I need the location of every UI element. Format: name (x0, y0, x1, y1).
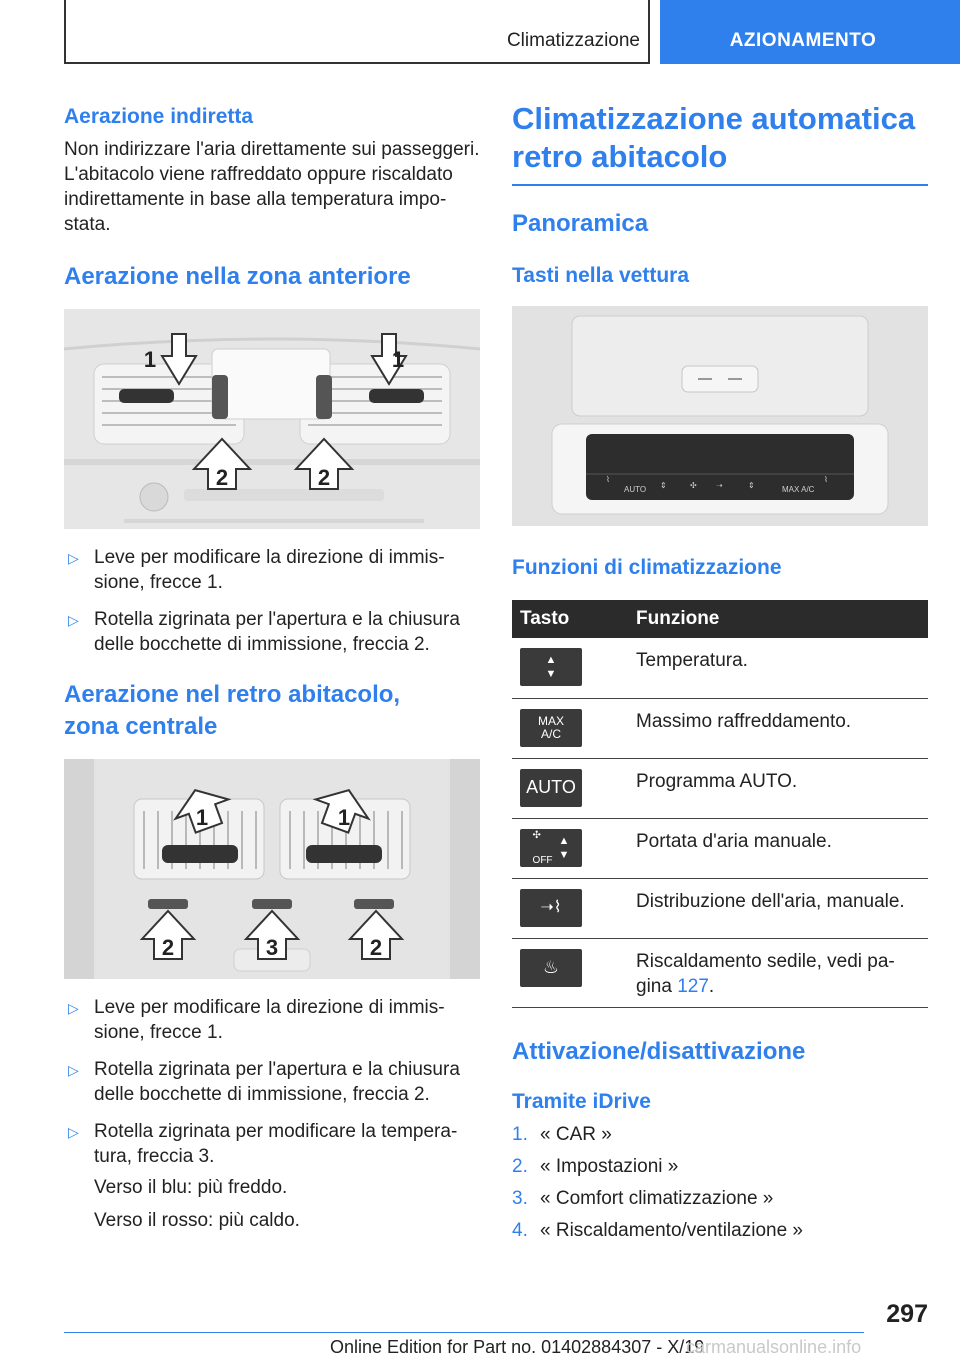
panel-auto-label: AUTO (624, 485, 647, 494)
page-number: 297 (886, 1300, 928, 1328)
red-warmer-note: Verso il rosso: più caldo. (94, 1210, 300, 1231)
header-chapter-tab[interactable] (660, 0, 960, 64)
list-item[interactable]: 3. « Comfort climatizzazione » (512, 1187, 774, 1209)
auto-icon: AUTO (520, 769, 582, 807)
table-header-row (512, 600, 928, 638)
indirect-ventilation-heading: Aerazione indiretta (64, 105, 254, 128)
function-text: Riscaldamento sedile, vedi pa- gina 127. (628, 938, 928, 1007)
table-row (512, 818, 928, 878)
functions-heading: Funzioni di climatizzazione (512, 556, 782, 579)
col-header-function: Funzione (628, 600, 928, 638)
idrive-heading: Tramite iDrive (512, 1089, 651, 1113)
function-text: Temperatura. (628, 638, 928, 698)
header-section-box (64, 0, 650, 64)
panel-air-dist-icon: ➝ (716, 481, 723, 490)
function-text: Programma AUTO. (628, 758, 928, 818)
left-column (64, 100, 480, 1233)
panel-temp-left-icon: ⇕ (660, 481, 667, 490)
function-text: Distribuzione dell'aria, manuale. (628, 878, 928, 938)
list-item: ▷ Leve per modificare la direzione di immis- sione, frecce 1. (68, 547, 445, 593)
front-bullet-list (64, 545, 480, 657)
max-ac-icon: MAX A/C (520, 709, 582, 747)
edition-text: Online Edition for Part no. 01402884307 - X/19 (330, 1337, 705, 1357)
front-callout-1b: 1 (391, 347, 405, 372)
rear-bullet-list (64, 995, 480, 1169)
function-text: Massimo raffreddamento. (628, 698, 928, 758)
functions-table (512, 600, 928, 1008)
triangle-bullet-icon: ▷ (68, 1124, 79, 1140)
table-row (512, 938, 928, 1007)
right-column (512, 100, 928, 1250)
page-link[interactable]: 127 (677, 975, 709, 997)
fan-icon: ✣ OFF ▲ ▼ (520, 829, 582, 867)
air-distribution-icon: ➝⌇ (520, 889, 582, 927)
page-header (64, 0, 960, 64)
front-vents-figure (64, 309, 480, 529)
panel-max-label: MAX A/C (782, 485, 815, 494)
list-item: ▷ Rotella zigrinata per l'apertura e la chiusura delle bocchette di immissione, freccia 2. (68, 1059, 460, 1105)
panel-seat-heat-left-icon: ⌇ (606, 475, 610, 484)
rear-climate-heading: Climatizzazione automatica retro abitacolo (512, 100, 928, 186)
idrive-steps (512, 1122, 928, 1243)
rear-callout-2a: 2 (161, 935, 175, 960)
activation-heading: Attivazione/disattivazione (512, 1037, 806, 1065)
list-item: ▷ Leve per modificare la direzione di immis- sione, frecce 1. (68, 997, 445, 1043)
rear-callout-3: 3 (265, 935, 279, 960)
footer-divider (64, 1332, 864, 1333)
panel-temp-right-icon: ⇕ (748, 481, 755, 490)
triangle-bullet-icon: ▷ (68, 1000, 79, 1016)
watermark-text: carmanualsonline.info (686, 1337, 862, 1357)
function-text: Portata d'aria manuale. (628, 818, 928, 878)
overview-heading: Panoramica (512, 210, 649, 237)
seat-heating-icon: ♨ (520, 949, 582, 987)
rear-callout-1a: 1 (195, 805, 209, 830)
list-item: ▷ Rotella zigrinata per modificare la tempera- tura, freccia 3. (68, 1121, 458, 1167)
list-item[interactable]: 1. « CAR » (512, 1123, 612, 1145)
triangle-bullet-icon: ▷ (68, 550, 79, 566)
list-item: ▷ Rotella zigrinata per l'apertura e la chiusura delle bocchette di immissione, freccia 2. (68, 609, 460, 655)
header-chapter-title: AZIONAMENTO (729, 30, 877, 51)
front-callout-1a: 1 (143, 347, 157, 372)
panel-fan-icon: ✣ (690, 481, 697, 490)
triangle-bullet-icon: ▷ (68, 612, 79, 628)
buttons-heading: Tasti nella vettura (512, 264, 690, 287)
front-callout-2a: 2 (215, 465, 229, 490)
rear-vents-figure (64, 759, 480, 979)
front-callout-2b: 2 (317, 465, 331, 490)
list-item[interactable]: 2. « Impostazioni » (512, 1155, 679, 1177)
list-item[interactable]: 4. « Riscaldamento/ventilazione » (512, 1219, 803, 1241)
indirect-ventilation-text: Non indirizzare l'aria direttamente sui passeggeri. L'abitacolo viene raffreddato oppure riscaldato indirettamente in base alla temperatura impo- stata. (64, 139, 480, 235)
rear-callout-2b: 2 (369, 935, 383, 960)
header-section-title: Climatizzazione (506, 30, 640, 51)
temperature-arrows-icon: ▲ ▼ (520, 648, 582, 686)
blue-colder-note: Verso il blu: più freddo. (94, 1177, 288, 1198)
front-ventilation-heading: Aerazione nella zona anteriore (64, 263, 411, 290)
table-row (512, 698, 928, 758)
table-row (512, 878, 928, 938)
rear-callout-1b: 1 (337, 805, 351, 830)
col-header-key: Tasto (512, 600, 628, 638)
table-row (512, 758, 928, 818)
triangle-bullet-icon: ▷ (68, 1062, 79, 1078)
rear-ventilation-heading: Aerazione nel retro abitacolo, zona centrale (64, 681, 401, 740)
panel-seat-heat-right-icon: ⌇ (824, 475, 828, 484)
table-row (512, 638, 928, 698)
rear-control-panel-figure (512, 306, 928, 526)
